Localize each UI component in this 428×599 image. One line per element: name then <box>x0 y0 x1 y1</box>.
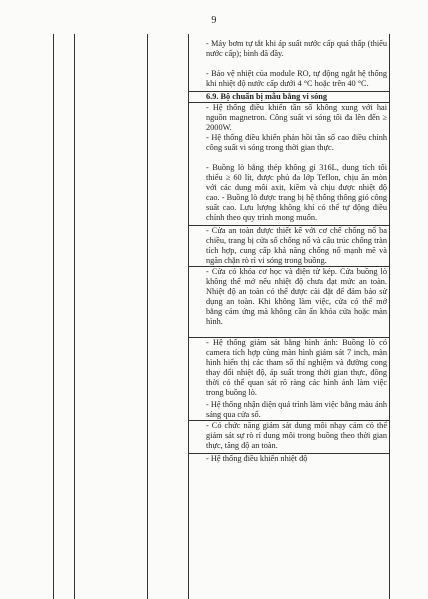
spec-temperature-control: - Hệ thống điều khiển nhiệt độ <box>189 453 389 464</box>
spec-control-system: - Hệ thống điều khiển tần số không xung với hai nguồn magnetron. Công suất vi sóng tối đa lên đến ≥ 2000W. <box>206 103 387 132</box>
table-column-divider <box>147 34 148 599</box>
spec-process-recognition: - Hệ thống nhận diện quá trình làm việc bằng màu ánh sáng qua cửa sổ. <box>206 400 387 419</box>
spec-feedback-control: - Hệ thống điều khiển phản hồi tần số cao điều chỉnh công suất vi sóng trong thời gian thực. <box>206 133 387 152</box>
spec-chamber-material: - Buồng lò bằng thép không gỉ 316L, dung tích tối thiểu ≥ 60 lít, được phủ đa lớp Teflon, chịu ăn mòn với các dung môi axit, kiềm và chịu được nhiệt độ cao. - Buồng lò được trang bị hệ thống thông gió công suất cao. Lưu lượng không khí có thể tự động điều chỉnh theo quy trình mong muốn. <box>206 163 387 222</box>
page-number: 9 <box>211 15 217 26</box>
section-heading: 6.9. Bộ chuẩn bị mẫu bằng vi sóng <box>189 91 389 103</box>
spec-pump-auto-off: - Máy bơm tự tắt khi áp suất nước cấp quá thấp (thiếu nước cấp); bình đã đầy. <box>206 39 387 58</box>
specification-table <box>53 34 389 599</box>
spec-camera-monitoring: - Hệ thống giám sát bằng hình ảnh: Buồng lò có camera tích hợp cùng màn hình giám sát 7 inch, màn hình hiển thị các tham số thí nghiệm và đường cong thay đổi nhiệt độ, áp suất trong thời gian thực, đồng thời có thể quan sát rõ ràng các hình ảnh làm việc trong buồng lò. <box>189 337 389 398</box>
table-column-divider <box>74 34 75 599</box>
spec-door-lock: - Cửa có khóa cơ học và điện tử kép. Cửa buồng lò không thể mở nếu nhiệt độ chưa đạt mức an toàn. Nhiệt độ an toàn có thể được cài đặt để đảm bảo sử dụng an toàn. Khi không làm việc, cửa có thể mở bằng cảm ứng mà không cần ấn khóa cửa hoặc màn hình. <box>189 266 389 327</box>
spec-ro-thermal-protection <box>189 69 389 89</box>
spec-safety-door: - Cửa an toàn được thiết kế với cơ chế chống nổ ba chiều, trang bị cửa số chống nổ và cấu trúc chống tràn tích hợp, cung cấp khả năng chống nổ mạnh mẽ và ngăn chặn rò rỉ vi sóng trong buồng. <box>189 225 389 266</box>
spec-ro-thermal-protection-text: - Bảo vệ nhiệt của module RO, tự động ngắt hệ thống khi nhiệt độ nước cấp dưới 4 °C hoặc trên 40 °C. <box>206 69 387 88</box>
spec-leak-monitoring: - Có chức năng giám sát dung môi nhạy cảm có thể giám sát sự rò rỉ dung môi trong buồng theo thời gian thực, tăng độ an toàn. <box>189 420 389 451</box>
specification-cell <box>189 34 389 464</box>
table-right-border <box>389 34 390 599</box>
